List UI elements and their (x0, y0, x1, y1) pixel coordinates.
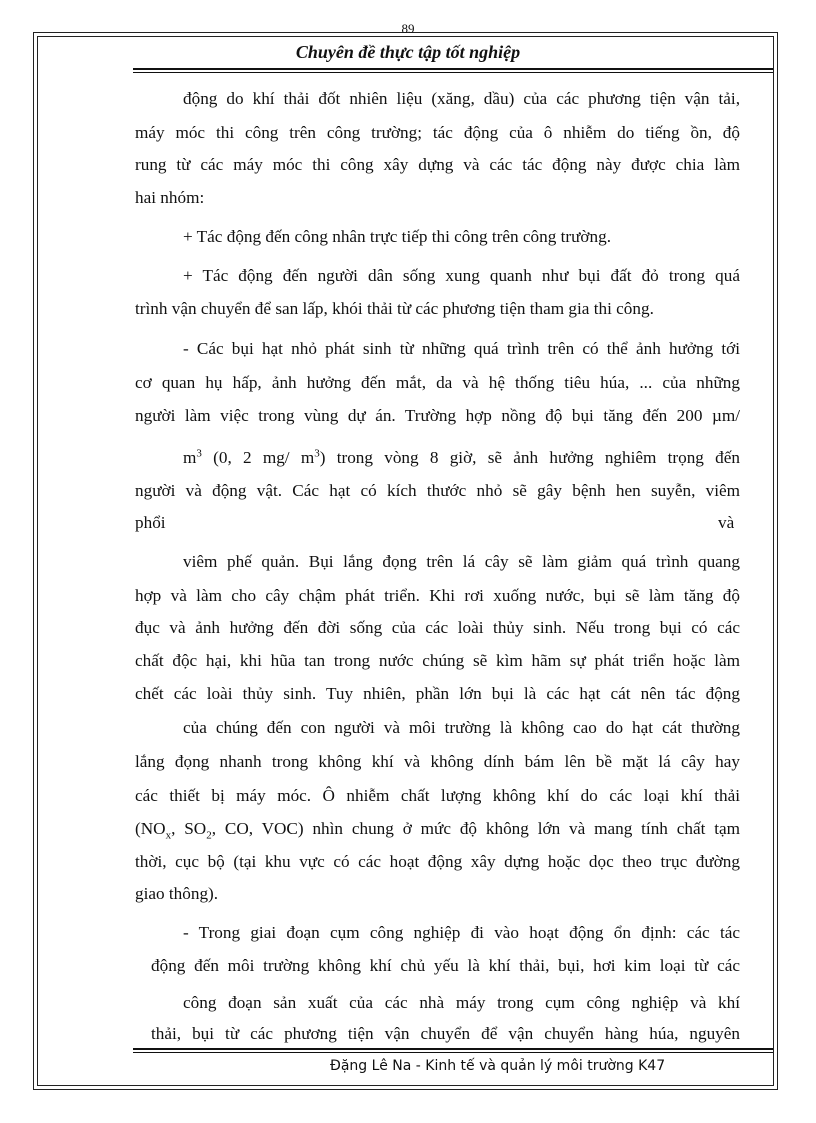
formula-m: m (183, 448, 197, 467)
footer-rule-thin (133, 1052, 773, 1053)
text-line: lắng đọng nhanh trong không khí và không dính bám lên bề mặt lá cây hay (135, 752, 740, 771)
text-line: thời, cục bộ (tại khu vực có các hoạt động xây dựng hoặc dọc theo trục đường (135, 852, 740, 871)
text-line: và (718, 513, 735, 532)
formula-exp: 3 (196, 447, 202, 460)
text-line: động do khí thải đốt nhiên liệu (xăng, dầu) của các phương tiện vận tải, (183, 89, 740, 108)
text-line: phổi (135, 513, 166, 532)
text-line: trình vận chuyển để san lấp, khói thải từ các phương tiện tham gia thi công. (135, 299, 654, 318)
formula-so: , SO (171, 819, 207, 838)
formula-close: ) (319, 448, 337, 467)
text-line: + Tác động đến công nhân trực tiếp thi công trên công trường. (183, 227, 612, 246)
footer-rule-thick (133, 1048, 773, 1050)
text-line: thải, bụi từ các phương tiện vận chuyển để vận chuyển hàng húa, nguyên (151, 1024, 740, 1043)
text-line: công đoạn sản xuất của các nhà máy trong cụm công nghiệp và khí (183, 993, 740, 1012)
header-title: Chuyên đề thực tập tốt nghiệp (295, 42, 521, 62)
text-line: cơ quan hụ hấp, ảnh hưởng đến mắt, da và hệ thống tiêu húa, ... của những (135, 373, 740, 392)
text-line: của chúng đến con người và môi trường là không cao do hạt cát thường (183, 718, 740, 737)
text-line: máy móc thi công trên công trường; tác động của ô nhiễm do tiếng ồn, độ (135, 123, 740, 142)
formula-nox: (NO (135, 819, 166, 838)
page-number: 89 (401, 21, 415, 36)
formula-sub-x: x (165, 829, 172, 842)
text-line: - Các bụi hạt nhỏ phát sinh từ những quá trình trên có thể ảnh hưởng tới (183, 339, 740, 358)
formula-open: (0, 2 mg/ m (201, 448, 315, 467)
formula-sub-2: 2 (206, 829, 212, 842)
header-rule-thin (133, 72, 773, 73)
text-line: đục và ảnh hưởng đến đời sống của các loài thủy sinh. Nếu trong bụi có các (135, 618, 740, 637)
text-line: chất độc hại, khi hũa tan trong nước chúng sẽ kìm hãm sự phát triển hoặc làm (135, 651, 740, 670)
formula-rest: , CO, VOC) nhìn chung ở mức độ không lớn và mang tính chất tạm (211, 819, 740, 838)
formula-exp2: 3 (314, 447, 320, 460)
text-line: viêm phế quản. Bụi lắng đọng trên lá cây sẽ làm giảm quá trình quang (183, 552, 740, 571)
text-line: hai nhóm: (135, 188, 205, 207)
text-line: người và động vật. Các hạt có kích thước nhỏ sẽ gây bệnh hen suyễn, viêm (135, 481, 740, 500)
text-line: hợp và làm cho cây chậm phát triển. Khi rơi xuống nước, bụi sẽ làm tăng độ (135, 586, 740, 605)
formula-rest: trong vòng 8 giờ, sẽ ảnh hưởng nghiêm trọng đến (336, 448, 740, 467)
text-line: - Trong giai đoạn cụm công nghiệp đi vào hoạt động ổn định: các tác (183, 923, 740, 942)
footer-author: Đặng Lê Na - Kinh tế và quản lý môi trường K47 (330, 1058, 666, 1074)
text-line: chết các loài thủy sinh. Tuy nhiên, phần lớn bụi là các hạt cát nên tác động (135, 684, 740, 703)
text-line: động đến môi trường không khí chủ yếu là khí thải, bụi, hơi kim loại từ các (151, 956, 740, 975)
text-line: rung từ các máy móc thi công xây dựng và các tác động này được chia làm (135, 155, 740, 174)
text-line: + Tác động đến người dân sống xung quanh như bụi đất đỏ trong quá (183, 266, 740, 285)
text-line-formula (135, 812, 740, 846)
header-rule-thick (133, 68, 773, 70)
text-line: người làm việc trong vùng dự án. Trường hợp nồng độ bụi tăng đến 200 µm/ (135, 406, 740, 425)
text-line: các thiết bị máy móc. Ô nhiễm chất lượng không khí do các loại khí thải (135, 786, 740, 805)
text-line: giao thông). (135, 884, 219, 903)
text-line-formula (183, 441, 740, 475)
